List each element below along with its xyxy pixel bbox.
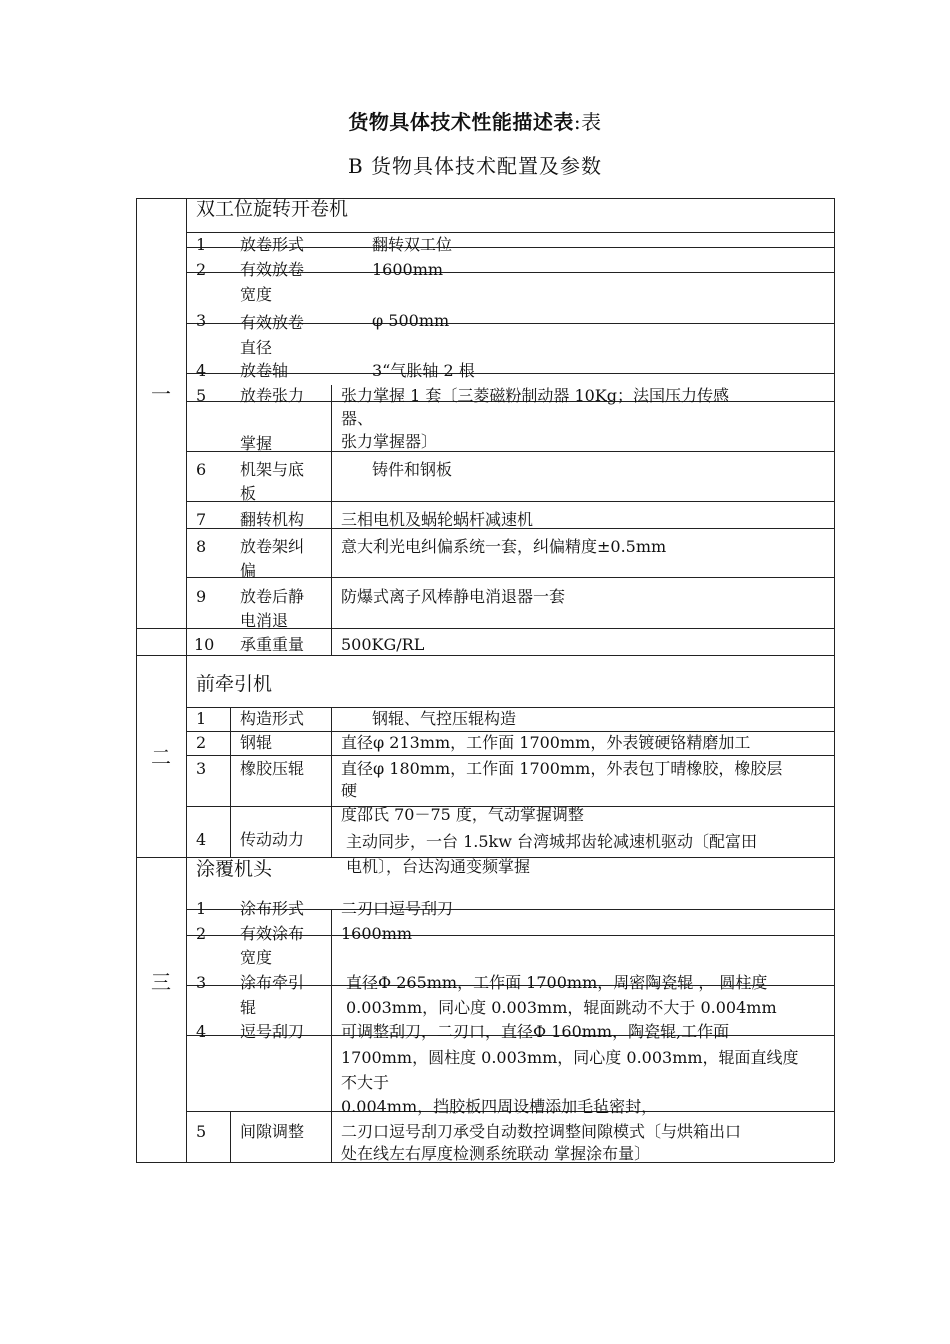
section-title: 双工位旋转开卷机 bbox=[196, 198, 349, 220]
row-value: 防爆式离子风棒静电消退器一套 bbox=[341, 587, 566, 606]
row-number: 3 bbox=[196, 973, 207, 992]
row-label: 传动动力 bbox=[240, 830, 305, 849]
row-number: 8 bbox=[196, 537, 207, 556]
row-label: 放卷轴 bbox=[240, 361, 289, 380]
row-number: 10 bbox=[194, 635, 215, 654]
row-label: 掌握 bbox=[240, 434, 273, 453]
row-value: 翻转双工位 bbox=[372, 235, 453, 254]
row-value: 0.003mm，同心度 0.003mm，辊面跳动不大于 0.004mm bbox=[346, 998, 777, 1017]
row-value: 张力掌握器〕 bbox=[341, 432, 438, 451]
row-label: 逗号刮刀 bbox=[240, 1022, 305, 1041]
row-label: 放卷架纠 bbox=[240, 537, 305, 556]
row-value: 意大利光电纠偏系统一套，纠偏精度±0.5mm bbox=[341, 537, 667, 556]
row-value: 3“气胀轴 2 根 bbox=[372, 361, 475, 380]
row-value: 不大于 bbox=[341, 1073, 390, 1092]
row-value: 三相电机及蜗轮蜗杆减速机 bbox=[341, 510, 534, 529]
row-label: 有效放卷 bbox=[240, 313, 305, 332]
row-value: 直径φ 213mm，工作面 1700mm，外表镀硬铬精磨加工 bbox=[341, 733, 751, 752]
row-label: 偏 bbox=[240, 561, 257, 580]
row-number: 2 bbox=[196, 260, 207, 279]
row-value: 度邵氏 70－75 度，气动掌握调整 bbox=[341, 805, 584, 824]
row-label: 承重重量 bbox=[240, 635, 305, 654]
row-line bbox=[186, 501, 834, 502]
row-label: 电消退 bbox=[240, 611, 289, 630]
row-label: 有效放卷 bbox=[240, 260, 305, 279]
row-label: 机架与底 bbox=[240, 460, 305, 479]
row-label: 放卷形式 bbox=[240, 235, 305, 254]
row-value: 铸件和钢板 bbox=[372, 460, 453, 479]
table-border-right bbox=[834, 198, 835, 1162]
row-label: 涂布牵引 bbox=[240, 973, 305, 992]
row-value: 器、 bbox=[341, 409, 374, 428]
section-number: 三 bbox=[151, 970, 171, 994]
row-value: 电机〕，台达沟通变频掌握 bbox=[346, 857, 531, 876]
row-value: 二刃口逗号刮刀承受自动数控调整间隙模式〔与烘箱出口 bbox=[341, 1122, 742, 1141]
row-number: 1 bbox=[196, 709, 207, 728]
row-value: 1600mm bbox=[341, 924, 413, 943]
row-label: 放卷后静 bbox=[240, 587, 305, 606]
row-number: 5 bbox=[196, 386, 207, 405]
row-number: 9 bbox=[196, 587, 207, 606]
row-value: 钢辊、气控压辊构造 bbox=[372, 709, 517, 728]
section-title: 涂覆机头 bbox=[196, 858, 273, 880]
section-number: 一 bbox=[151, 382, 171, 406]
row-line bbox=[186, 577, 834, 578]
row-label: 间隙调整 bbox=[240, 1122, 305, 1141]
page-title-suffix: :表 bbox=[573, 110, 602, 134]
row-value: 500KG/RL bbox=[341, 635, 425, 654]
section-title: 前牵引机 bbox=[196, 673, 273, 695]
column-divider-number bbox=[186, 198, 187, 1162]
row-value: 张力掌握 1 套〔三菱磁粉制动器 10Kg；法国压力传感 bbox=[341, 386, 729, 405]
row-number: 7 bbox=[196, 510, 207, 529]
row-label: 宽度 bbox=[240, 948, 273, 967]
row-number: 1 bbox=[196, 899, 207, 918]
row-label: 橡胶压辊 bbox=[240, 759, 305, 778]
row-value: 1600mm bbox=[372, 260, 444, 279]
row-line bbox=[186, 451, 834, 452]
row-label: 宽度 bbox=[240, 285, 273, 304]
row-value: 0.004mm，挡胶板四周设槽添加毛毡密封， bbox=[341, 1097, 658, 1116]
page-title bbox=[0, 106, 950, 135]
row-label: 有效涂布 bbox=[240, 924, 305, 943]
row-value: 可调整刮刀，二刃口，直径Φ 160mm，陶瓷辊,工作面 bbox=[341, 1022, 730, 1041]
row-label: 辊 bbox=[240, 998, 257, 1017]
row-number: 3 bbox=[196, 759, 207, 778]
row-label: 直径 bbox=[240, 338, 273, 357]
row-value: 1700mm，圆柱度 0.003mm，同心度 0.003mm，辊面直线度 bbox=[341, 1048, 799, 1067]
row-label: 板 bbox=[240, 484, 257, 503]
row-label: 涂布形式 bbox=[240, 899, 305, 918]
table-border-left bbox=[136, 198, 137, 1162]
row-number: 3 bbox=[196, 311, 207, 330]
row-number: 4 bbox=[196, 361, 207, 380]
row-value: 处在线左右厚度检测系统联动 掌握涂布量〕 bbox=[341, 1144, 651, 1163]
row-value: 主动同步，一台 1.5kw 台湾城邦齿轮减速机驱动〔配富田 bbox=[346, 832, 758, 851]
row-value: φ 500mm bbox=[372, 311, 450, 330]
row-number: 2 bbox=[196, 733, 207, 752]
row-number: 5 bbox=[196, 1122, 207, 1141]
row-number: 4 bbox=[196, 1022, 207, 1041]
row-label: 钢辊 bbox=[240, 733, 273, 752]
row-value: 直径φ 180mm，工作面 1700mm，外表包丁晴橡胶，橡胶层 bbox=[341, 759, 783, 778]
row-value: 二刃口逗号刮刀 bbox=[341, 899, 454, 918]
row-number: 2 bbox=[196, 924, 207, 943]
section-number: 二 bbox=[151, 745, 171, 769]
column-divider-value bbox=[331, 707, 332, 857]
column-divider-name bbox=[230, 1111, 231, 1162]
row-label: 构造形式 bbox=[240, 709, 305, 728]
row-number: 6 bbox=[196, 460, 207, 479]
column-divider-name bbox=[230, 707, 231, 857]
page-title-text: 货物具体技术性能描述表 bbox=[348, 110, 574, 134]
row-value: 硬 bbox=[341, 781, 358, 800]
row-number: 1 bbox=[196, 235, 207, 254]
row-value: 直径Φ 265mm，工作面 1700mm，周密陶瓷辊 ， 圆柱度 bbox=[346, 973, 768, 992]
column-divider-value bbox=[331, 385, 332, 655]
row-label: 翻转机构 bbox=[240, 510, 305, 529]
page-subtitle: B 货物具体技术配置及参数 bbox=[347, 154, 603, 178]
row-label: 放卷张力 bbox=[240, 386, 305, 405]
row-line bbox=[186, 755, 834, 756]
row-number: 4 bbox=[196, 830, 207, 849]
